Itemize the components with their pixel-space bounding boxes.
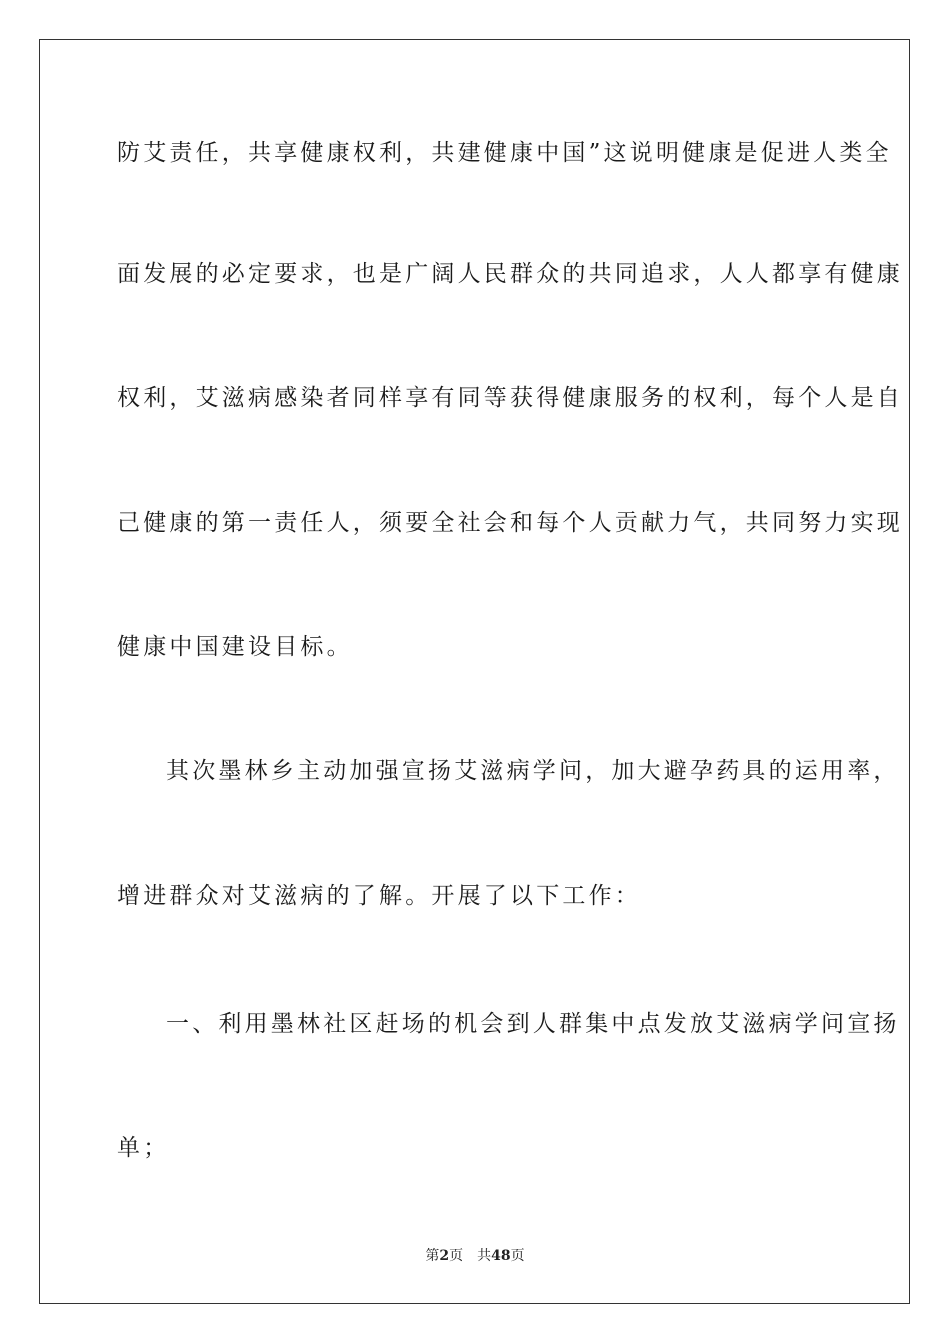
text-line-9: 单； [117, 1135, 170, 1161]
text-line-2: 面发展的必定要求，也是广阔人民群众的共同追求，人人都享有健康 [117, 261, 903, 287]
text-line-8: 一、利用墨林社区赶场的机会到人群集中点发放艾滋病学问宣扬 [166, 1011, 900, 1037]
text-line-1: 防艾责任，共享健康权利，共建健康中国”这说明健康是促进人类全 [117, 140, 892, 166]
page-footer [0, 1247, 950, 1265]
page-border [39, 39, 910, 1304]
page-prefix: 第 [425, 1248, 440, 1264]
text-line-5: 健康中国建设目标。 [117, 634, 353, 660]
text-line-6: 其次墨林乡主动加强宣扬艾滋病学问，加大避孕药具的运用率， [166, 758, 900, 784]
text-line-7: 增进群众对艾滋病的了解。开展了以下工作： [117, 883, 641, 909]
text-line-4: 己健康的第一责任人，须要全社会和每个人贡献力气，共同努力实现 [117, 510, 903, 536]
total-pages: 48 [491, 1248, 511, 1264]
text-line-3: 权利，艾滋病感染者同样享有同等获得健康服务的权利，每个人是自 [117, 385, 903, 411]
page-suffix: 页 [449, 1248, 464, 1264]
total-prefix: 共 [477, 1248, 492, 1264]
total-suffix: 页 [510, 1248, 525, 1264]
page-number: 2 [439, 1248, 450, 1264]
